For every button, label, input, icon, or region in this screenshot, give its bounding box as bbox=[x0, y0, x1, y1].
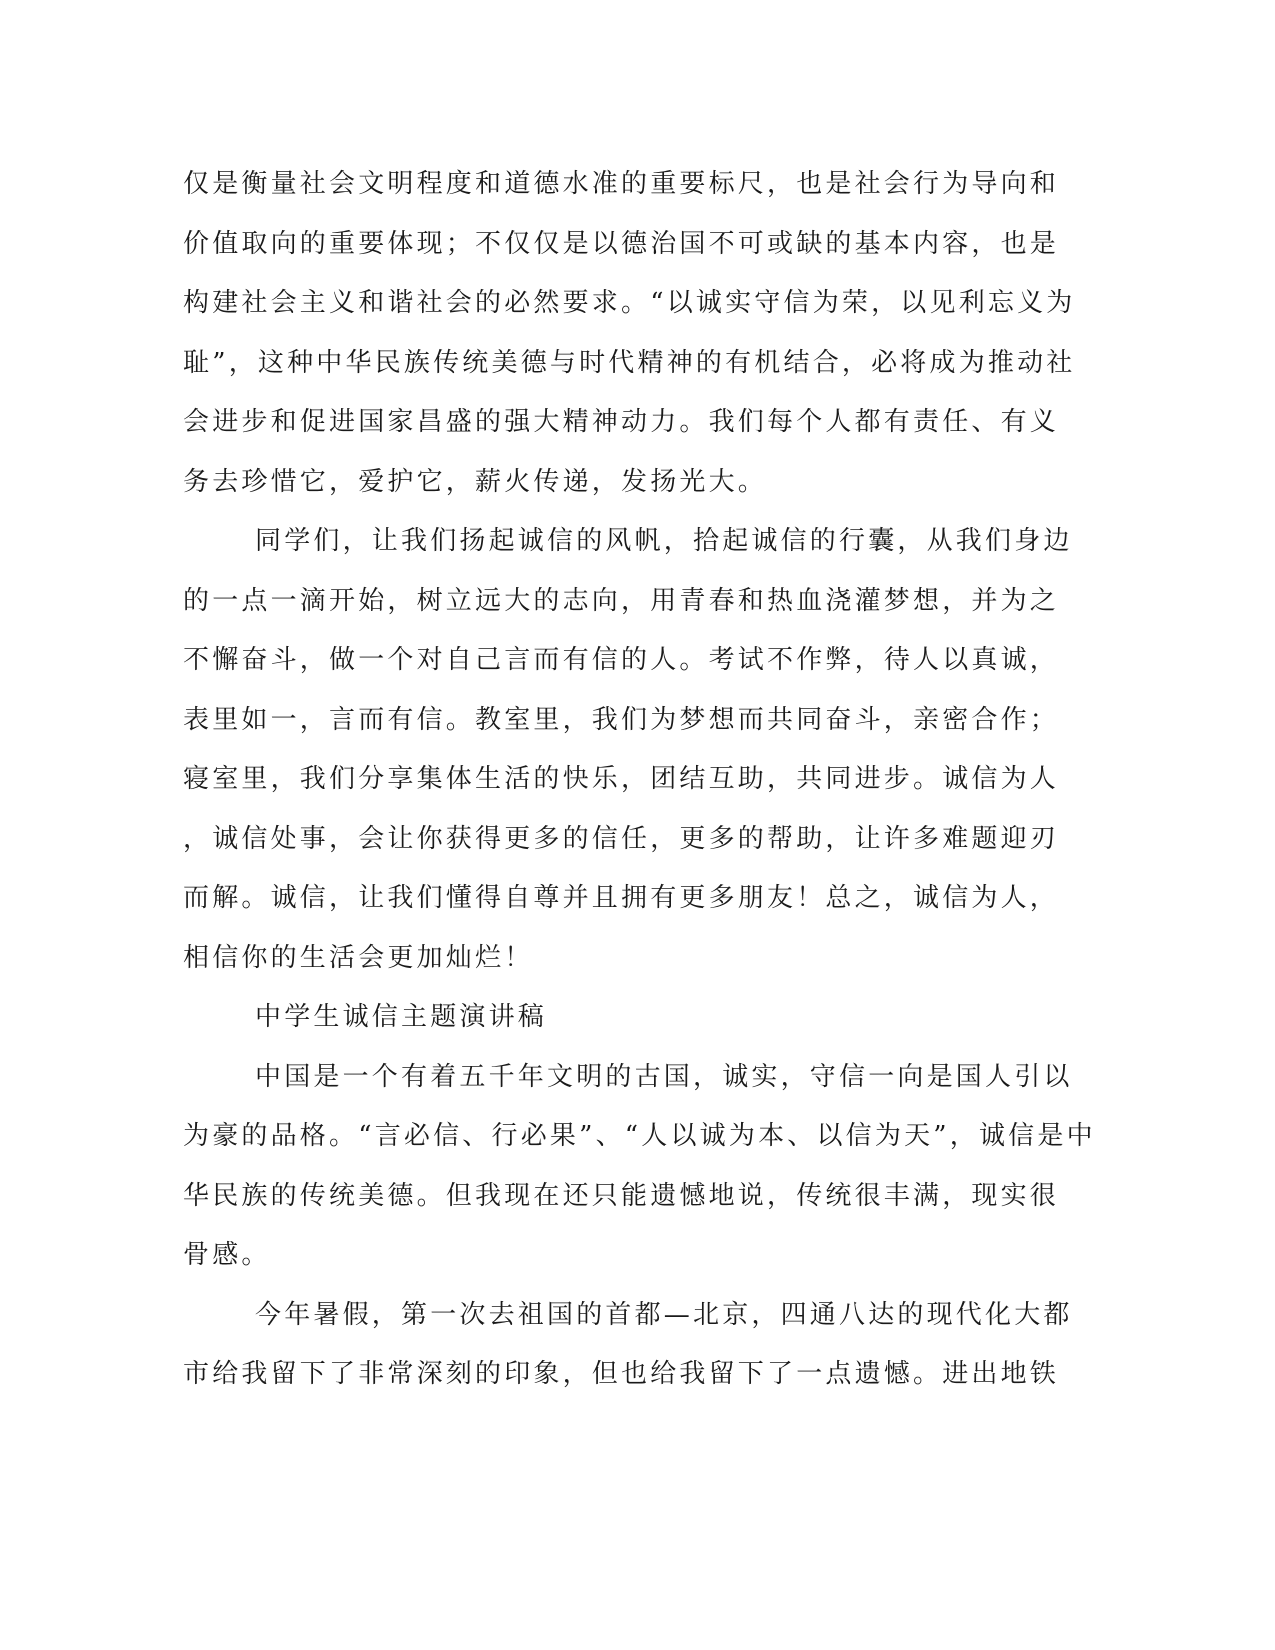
text-line: 价值取向的重要体现；不仅仅是以德治国不可或缺的基本内容，也是 bbox=[183, 228, 1060, 259]
paragraph-start-line: 今年暑假，第一次去祖国的首都—北京，四通八达的现代化大都 bbox=[255, 1299, 1073, 1330]
body-text bbox=[183, 155, 1096, 1405]
paragraph-start-line: 同学们，让我们扬起诚信的风帆，拾起诚信的行囊，从我们身边 bbox=[255, 526, 1073, 556]
text-line: 不懈奋斗，做一个对自己言而有信的人。考试不作弊，待人以真诚， bbox=[183, 645, 1060, 675]
text-line: 表里如一，言而有信。教室里，我们为梦想而共同奋斗，亲密合作； bbox=[183, 704, 1060, 735]
text-line: 的一点一滴开始，树立远大的志向，用青春和热血浇灌梦想，并为之 bbox=[183, 585, 1060, 616]
text-line: 构建社会主义和谐社会的必然要求。“以诚实守信为荣，以见利忘义为 bbox=[183, 288, 1076, 318]
text-line: 而解。诚信，让我们懂得自尊并且拥有更多朋友！总之，诚信为人， bbox=[183, 883, 1060, 913]
text-line: 华民族的传统美德。但我现在还只能遗憾地说，传统很丰满，现实很 bbox=[183, 1180, 1060, 1211]
text-line: 仅是衡量社会文明程度和道德水准的重要标尺，也是社会行为导向和 bbox=[183, 169, 1060, 199]
text-line: 耻”，这种中华民族传统美德与时代精神的有机结合，必将成为推动社 bbox=[183, 347, 1076, 378]
text-line: 骨感。 bbox=[183, 1240, 271, 1270]
text-line: 务去珍惜它，爱护它，薪火传递，发扬光大。 bbox=[183, 466, 768, 497]
text-line: 相信你的生活会更加灿烂！ bbox=[183, 942, 534, 973]
text-line: 寝室里，我们分享集体生活的快乐，团结互助，共同进步。诚信为人 bbox=[183, 764, 1060, 794]
section-title: 中学生诚信主题演讲稿 bbox=[255, 1002, 548, 1032]
text-line: 会进步和促进国家昌盛的强大精神动力。我们每个人都有责任、有义 bbox=[183, 407, 1060, 437]
paragraph-start-line: 中国是一个有着五千年文明的古国，诚实，守信一向是国人引以 bbox=[255, 1061, 1073, 1092]
text-line: ，诚信处事，会让你获得更多的信任，更多的帮助，让许多难题迎刃 bbox=[183, 823, 1060, 854]
text-line: 为豪的品格。“言必信、行必果”、“人以诚为本、以信为天”，诚信是中 bbox=[183, 1121, 1096, 1151]
text-line: 市给我留下了非常深刻的印象，但也给我留下了一点遗憾。进出地铁 bbox=[183, 1359, 1060, 1389]
